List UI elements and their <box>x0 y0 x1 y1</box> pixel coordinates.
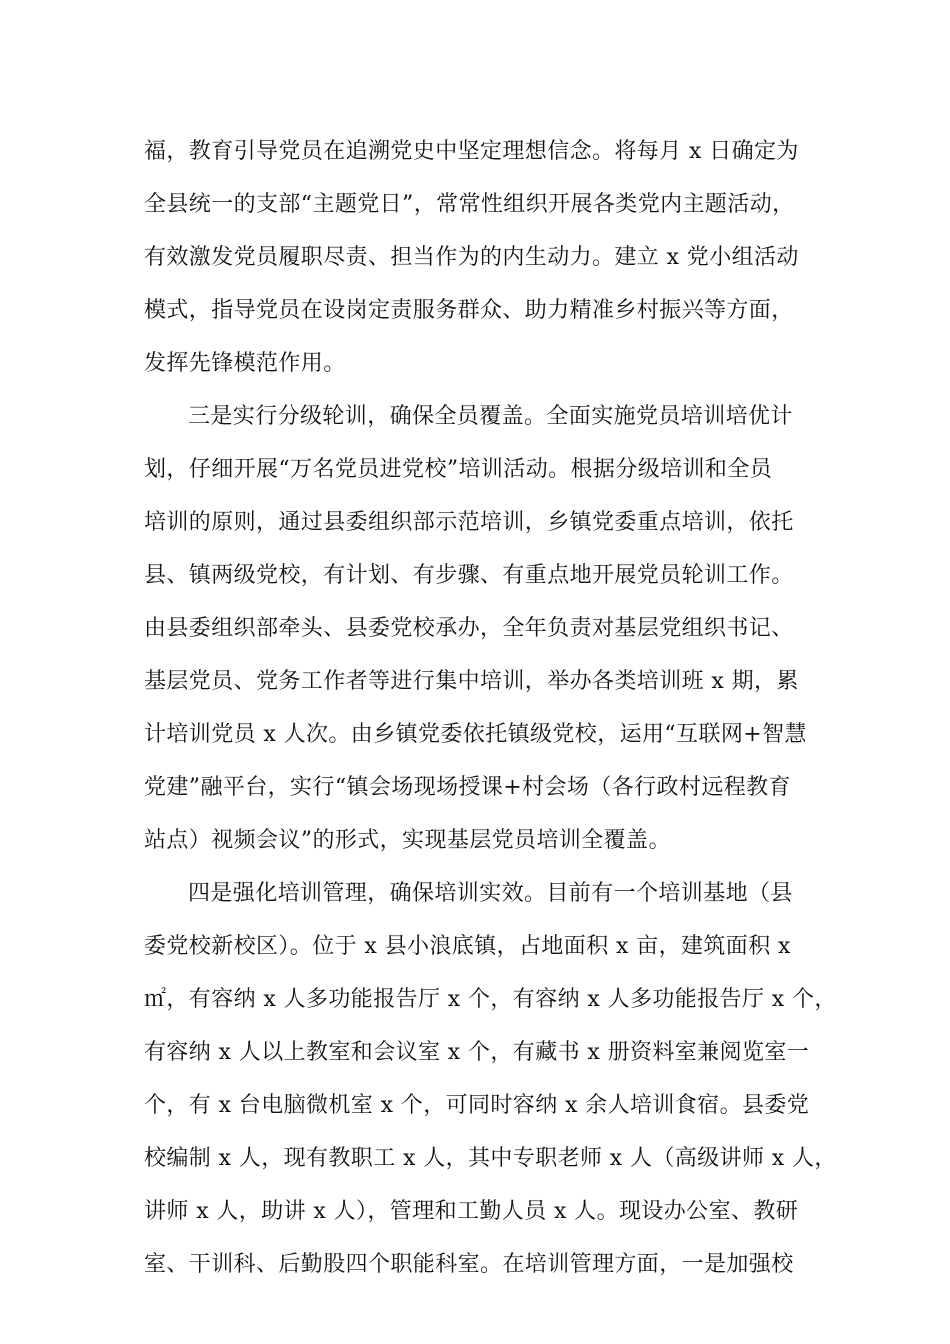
text-line: 划，仔细开展“万名党员进党校”培训活动。根据分级培训和全员 <box>144 457 773 482</box>
text-line: 福，教育引导党员在追溯党史中坚定理想信念。将每月 x 日确定为 <box>144 139 799 164</box>
text-line: 有效激发党员履职尽责、担当作为的内生动力。建立 x 党小组活动 <box>144 245 799 270</box>
text-line: 个，有 x 台电脑微机室 x 个，可同时容纳 x 余人培训食宿。县委党 <box>144 1093 810 1118</box>
text-line: 校编制 x 人，现有教职工 x 人，其中专职老师 x 人（高级讲师 x 人， <box>144 1146 837 1171</box>
text-line: 计培训党员 x 人次。由乡镇党委依托镇级党校，运用“互联网+智慧 <box>144 722 807 747</box>
paragraph-start-line: 四是强化培训管理，确保培训实效。目前有一个培训基地（县 <box>188 881 793 906</box>
paragraph-start-line: 三是实行分级轮训，确保全员覆盖。全面实施党员培训培优计 <box>188 404 793 429</box>
text-line: ㎡，有容纳 x 人多功能报告厅 x 个，有容纳 x 人多功能报告厅 x 个， <box>144 987 837 1012</box>
text-line: 发挥先锋模范作用。 <box>144 351 346 376</box>
text-line: 模式，指导党员在设岗定责服务群众、助力精准乡村振兴等方面， <box>144 298 794 323</box>
text-line: 由县委组织部牵头、县委党校承办，全年负责对基层党组织书记、 <box>144 616 794 641</box>
text-line: 培训的原则，通过县委组织部示范培训，乡镇党委重点培训，依托 <box>144 510 794 535</box>
text-line: 有容纳 x 人以上教室和会议室 x 个，有藏书 x 册资料室兼阅览室一 <box>144 1040 810 1065</box>
text-line: 全县统一的支部“主题党日”，常常性组织开展各类党内主题活动， <box>144 192 795 217</box>
text-line: 委党校新校区）。位于 x 县小浪底镇，占地面积 x 亩，建筑面积 x <box>144 934 791 959</box>
text-line: 室、干训科、后勤股四个职能科室。在培训管理方面，一是加强校 <box>144 1252 794 1277</box>
text-line: 党建”融平台，实行“镇会场现场授课+村会场（各行政村远程教育 <box>144 775 791 800</box>
text-line: 站点）视频会议”的形式，实现基层党员培训全覆盖。 <box>144 828 671 853</box>
text-line: 基层党员、党务工作者等进行集中培训，举办各类培训班 x 期，累 <box>144 669 799 694</box>
text-line: 讲师 x 人，助讲 x 人），管理和工勤人员 x 人。现设办公室、教研 <box>144 1199 799 1224</box>
text-line: 县、镇两级党校，有计划、有步骤、有重点地开展党员轮训工作。 <box>144 563 794 588</box>
